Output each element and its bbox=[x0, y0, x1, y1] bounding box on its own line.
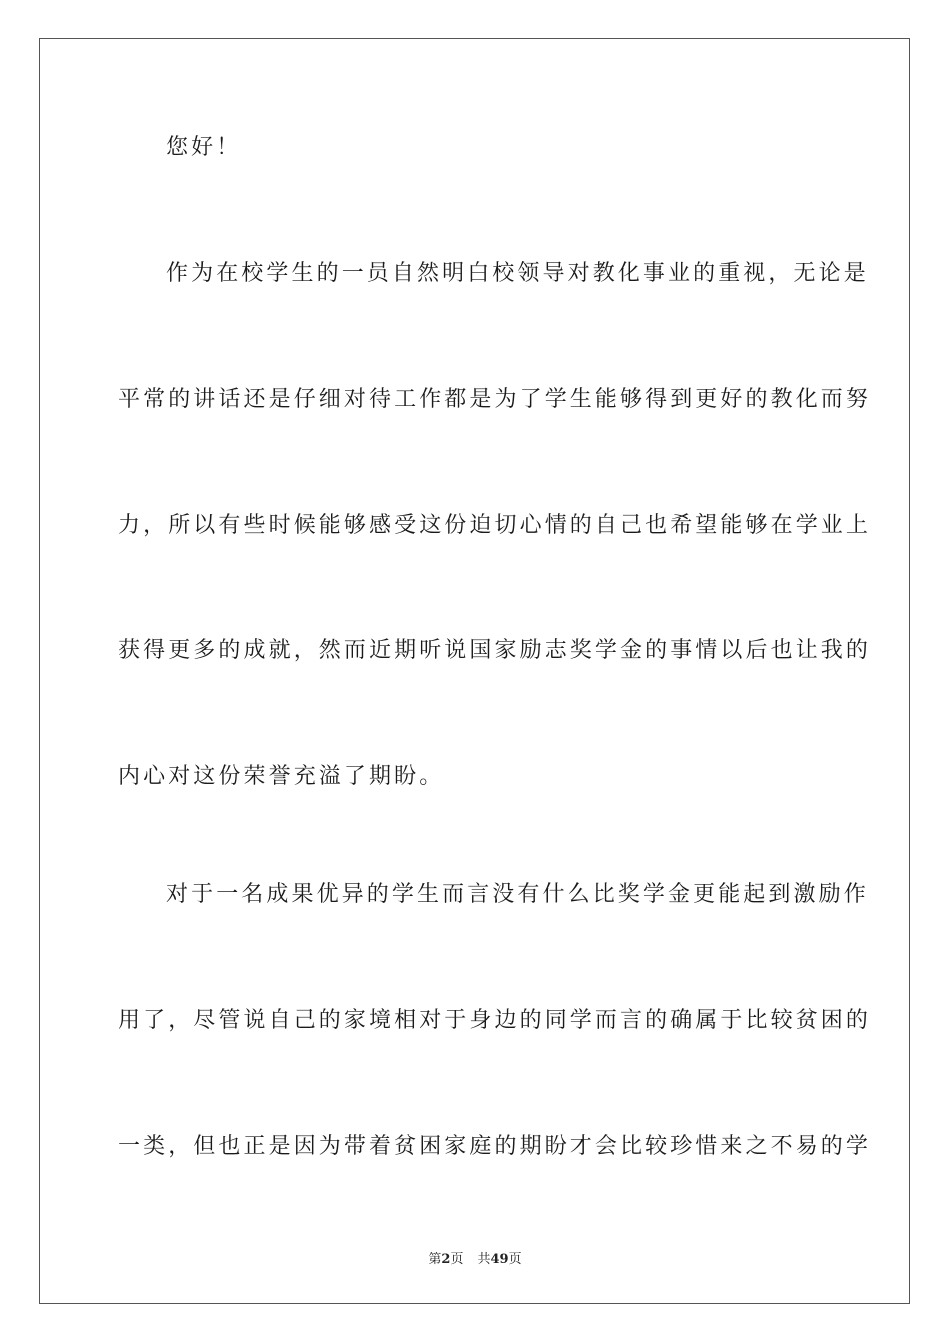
body-line: 平常的讲话还是仔细对待工作都是为了学生能够得到更好的教化而努 bbox=[118, 387, 872, 412]
greeting-line: 您好！ bbox=[166, 135, 242, 160]
footer-page-number: 2 bbox=[441, 1252, 451, 1267]
footer-prefix: 第 bbox=[428, 1252, 442, 1267]
page-footer bbox=[0, 1248, 950, 1267]
body-line: 一类，但也正是因为带着贫困家庭的期盼才会比较珍惜来之不易的学 bbox=[118, 1134, 872, 1159]
body-line: 力，所以有些时候能够感受这份迫切心情的自己也希望能够在学业上 bbox=[118, 513, 872, 538]
footer-total-unit: 页 bbox=[508, 1252, 522, 1267]
footer-total-prefix: 共 bbox=[477, 1252, 491, 1267]
body-line: 作为在校学生的一员自然明白校领导对教化事业的重视，无论是 bbox=[166, 261, 869, 286]
body-line: 用了，尽管说自己的家境相对于身边的同学而言的确属于比较贫困的 bbox=[118, 1008, 872, 1033]
page-border bbox=[39, 38, 910, 1304]
footer-total-pages: 49 bbox=[490, 1252, 509, 1267]
body-line: 内心对这份荣誉充溢了期盼。 bbox=[118, 764, 445, 789]
body-line: 对于一名成果优异的学生而言没有什么比奖学金更能起到激励作 bbox=[166, 882, 869, 907]
body-line: 获得更多的成就，然而近期听说国家励志奖学金的事情以后也让我的 bbox=[118, 638, 872, 663]
footer-page-unit: 页 bbox=[450, 1252, 464, 1267]
